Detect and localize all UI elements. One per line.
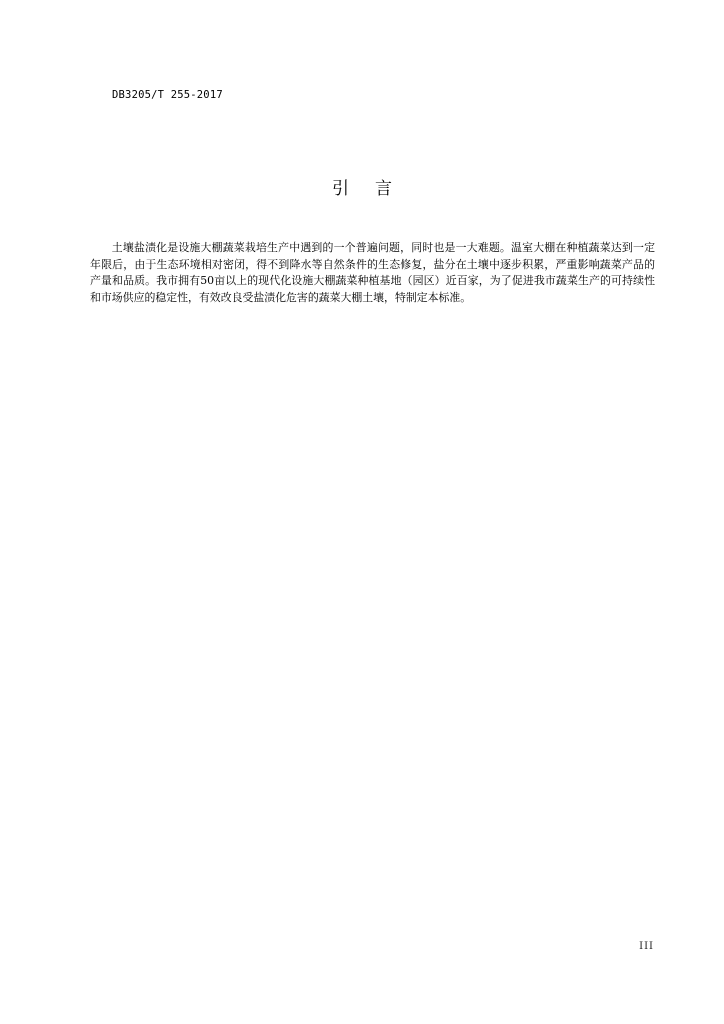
section-title xyxy=(0,178,724,200)
section-title-char-2: 言 xyxy=(375,179,392,199)
page-number: III xyxy=(639,941,654,952)
section-title-char-1: 引 xyxy=(332,179,349,199)
document-code: DB3205/T 255-2017 xyxy=(112,89,223,101)
introduction-paragraph: 土壤盐渍化是设施大棚蔬菜栽培生产中遇到的一个普遍问题，同时也是一大难题。温室大棚在种植蔬菜达到一定年限后，由于生态环境相对密闭，得不到降水等自然条件的生态修复，盐分在土壤中逐步积累，严重影响蔬菜产品的产量和品质。我市拥有50亩以上的现代化设施大棚蔬菜种植基地（园区）近百家，为了促进我市蔬菜生产的可持续性和市场供应的稳定性，有效改良受盐渍化危害的蔬菜大棚土壤，特制定本标准。 xyxy=(90,241,655,304)
